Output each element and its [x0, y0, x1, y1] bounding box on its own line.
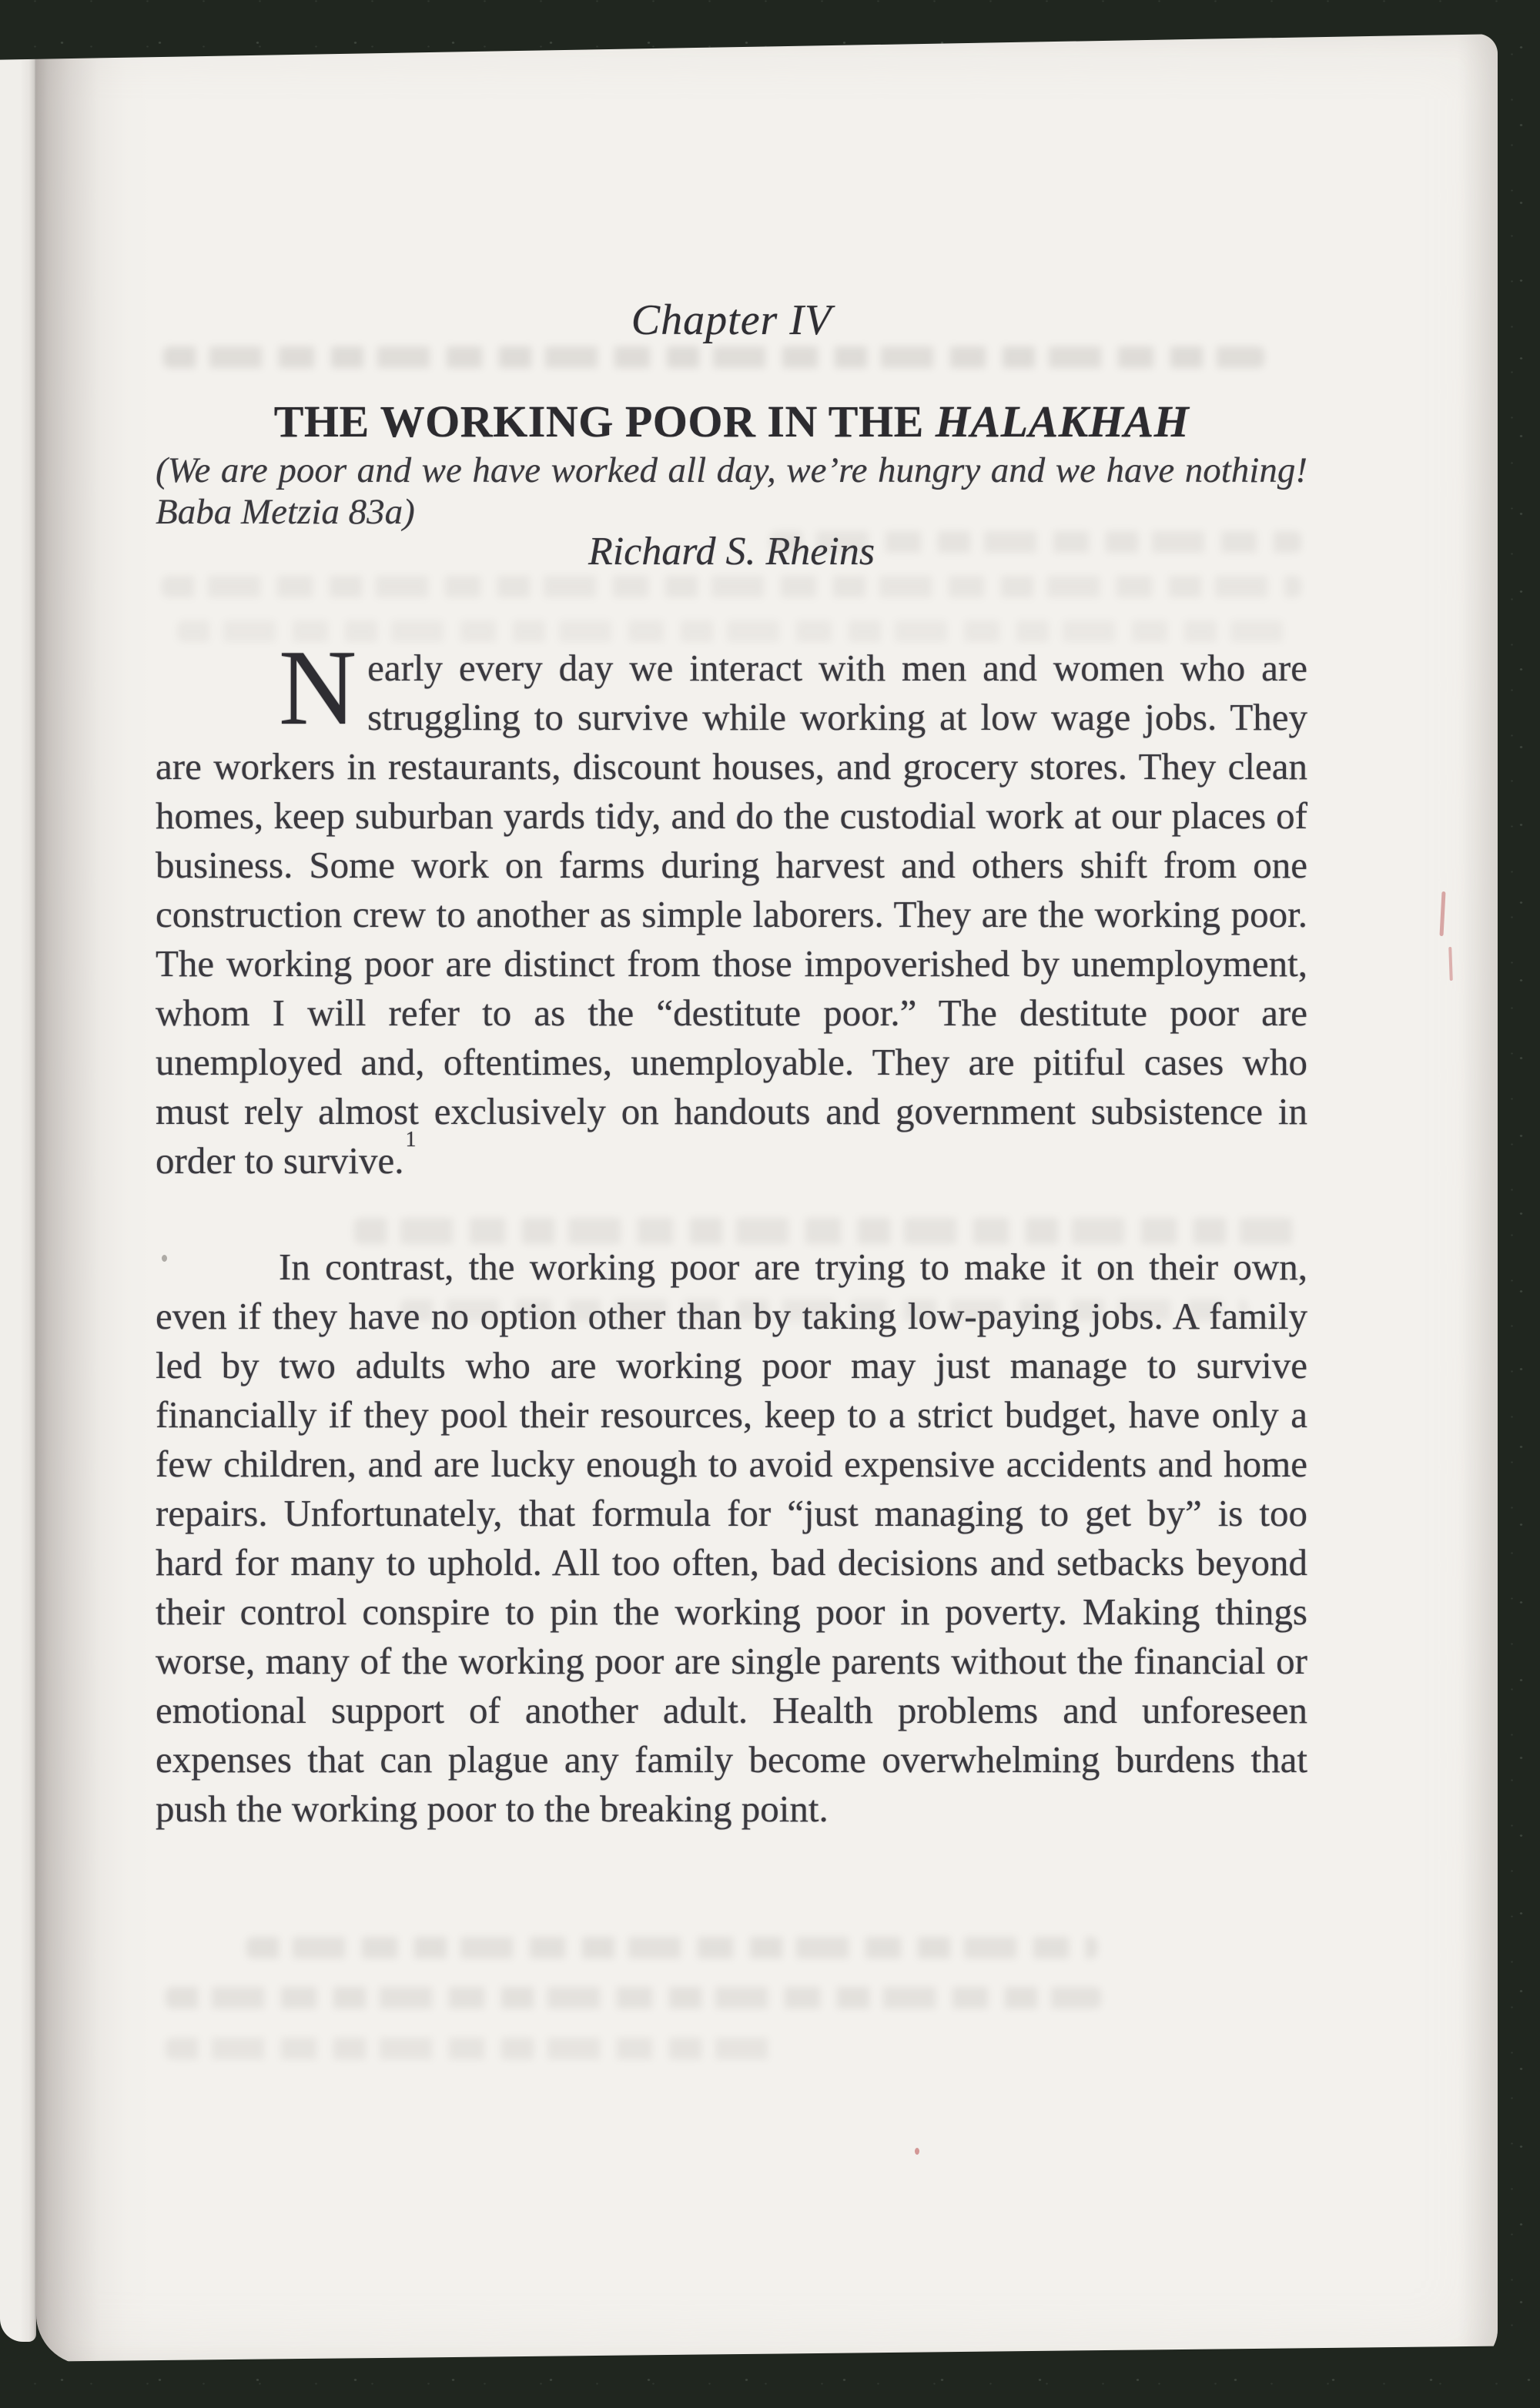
red-pen-mark [1448, 947, 1453, 981]
page-title-italic: HALAKHAH [935, 396, 1190, 446]
book-page [36, 34, 1498, 2365]
bleed-through-smudge [163, 346, 1264, 368]
paragraph-1-text: early every day we interact with men and women who are struggling to survive while working at low wage jobs. They are workers in restaurants, discount houses, and grocery stores. They clean homes, keep suburban yards tidy, and do the custodial work at our places of business. Some work on farms during harvest and others shift from one construction crew to another as simple laborers. They are the working poor. The working poor are distinct from those impoverished by unemployment, whom I will refer to as the “destitute poor.” The destitute poor are unemployed and, oftentimes, unemployable. They are pitiful cases who must rely almost exclusively on handouts and government subsistence in order to survive. [156, 647, 1307, 1182]
red-speck [915, 2148, 919, 2155]
chapter-heading: Chapter IV [631, 296, 832, 344]
bleed-through-smudge [770, 531, 1301, 553]
epigraph-source: Baba Metzia 83a) [156, 492, 415, 532]
page-title-regular: THE WORKING POOR IN THE [273, 396, 936, 446]
paragraph-2: In contrast, the working poor are trying to make it on their own, even if they have no option other than by taking low-paying jobs. A family led by two adults who are working poor may just manage to survive financially if they pool their resources, keep to a strict budget, have only a few children, and are lucky enough to avoid expensive accidents and home repairs. Unfortunately, that formula for “just managing to get by” is too hard for many to uphold. All too often, bad decisions and setbacks beyond their control conspire to pin the working poor in poverty. Making things worse, many of the working poor are single parents without the financial or emotional support of another adult. Health problems and unforeseen expenses that can plague any family become overwhelming burdens that push the working poor to the breaking point. [156, 1246, 1307, 1830]
bleed-through-smudge [162, 576, 1301, 597]
paragraph-1 [156, 628, 1307, 1186]
facing-page-edge [0, 45, 36, 2342]
body-text [156, 628, 1307, 1834]
bleed-through-smudge [166, 2038, 774, 2059]
drop-cap: N [279, 628, 357, 747]
author-byline: Richard S. Rheins [588, 530, 875, 574]
red-pen-mark [1439, 891, 1445, 936]
bleed-through-smudge [246, 1937, 1097, 1958]
epigraph-line-1: (We are poor and we have worked all day, we’re hungry and we have nothing! [156, 450, 1307, 490]
footnote-marker: 1 [405, 1127, 417, 1152]
ink-speck [162, 1255, 167, 1262]
page-title [156, 397, 1307, 446]
bleed-through-smudge [166, 1987, 1101, 2008]
